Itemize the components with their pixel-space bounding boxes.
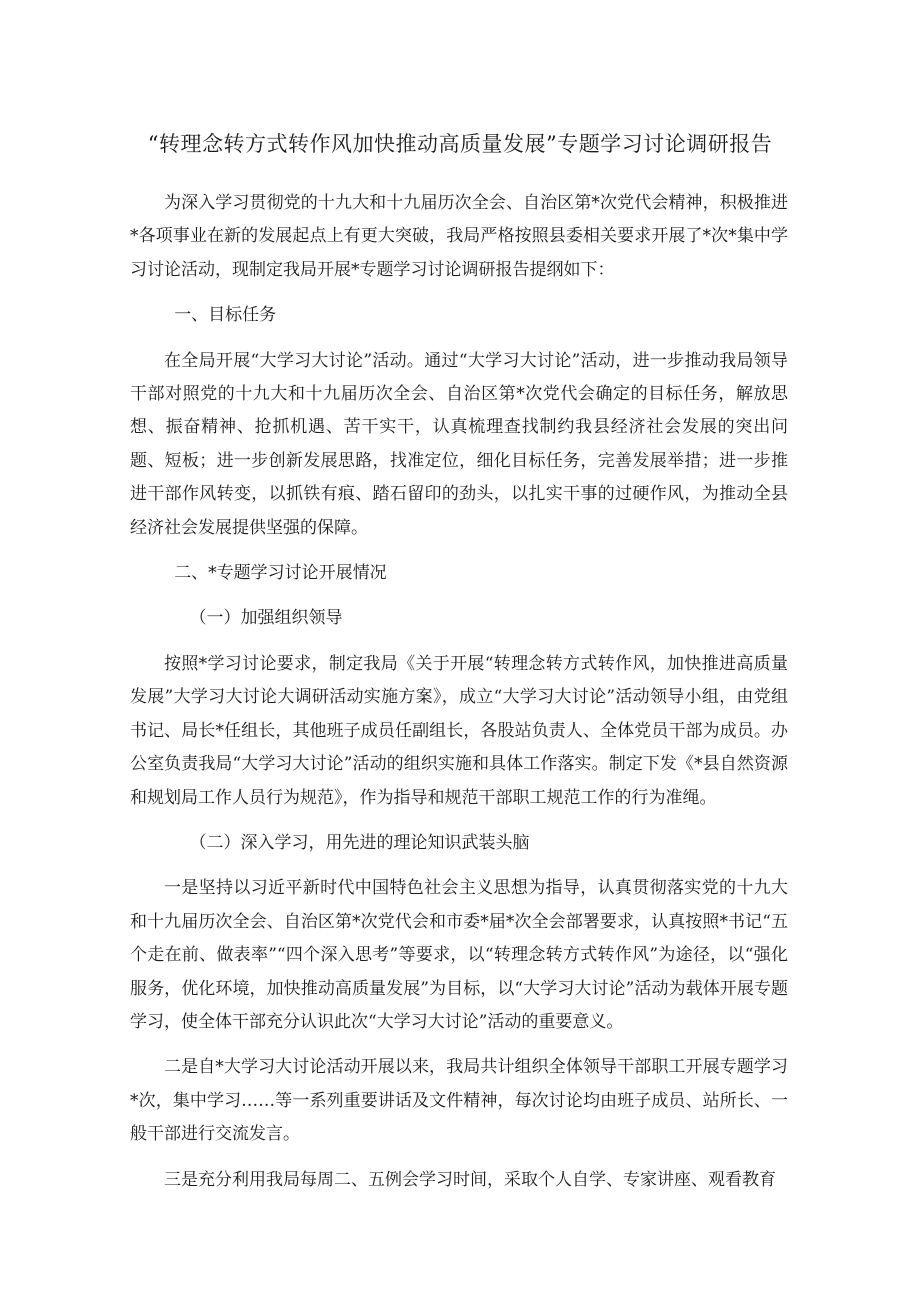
subsection-heading-2: （二）深入学习，用先进的理论知识武装头脑 (189, 832, 530, 853)
document-body (130, 187, 788, 1209)
section-heading-1: 一、目标任务 (174, 305, 277, 326)
subsection-heading-1: （一）加强组织领导 (189, 608, 343, 629)
section-heading-2: 二、*专题学习讨论开展情况 (174, 563, 387, 584)
document-title: “转理念转方式转作风加快推动高质量发展”专题学习讨论调研报告 (147, 132, 773, 156)
body-paragraph: 一是坚持以习近平新时代中国特色社会主义思想为指导，认真贯彻落实党的十九大和十九届历次全会、自治区第*次党代会和市委*届*次全会部署要求，认真按照*书记“五个走在前、做表率”“四个深入思考”等要求，以“转理念转方式转作风”为途径，以“强化服务，优化环境，加快推动高质量发展”为目标，以“大学习大讨论”活动为载体开展专题学习，使全体干部充分认识此次“大学习大讨论”活动的重要意义。 (130, 878, 788, 1032)
body-paragraph: 二是自*大学习大讨论活动开展以来，我局共计组织全体领导干部职工开展专题学习*次，集中学习……等一系列重要讲话及文件精神，每次讨论均由班子成员、站所长、一般干部进行交流发言。 (130, 1057, 788, 1145)
body-paragraph: 三是充分利用我局每周二、五例会学习时间，采取个人自学、专家讲座、观看教育 (164, 1169, 776, 1190)
body-paragraph: 按照*学习讨论要求，制定我局《关于开展“转理念转方式转作风，加快推进高质量发展”大学习大讨论大调研活动实施方案》，成立“大学习大讨论”活动领导小组，由党组书记、局长*任组长，其他班子成员任副组长，各股站负责人、全体党员干部为成员。办公室负责我局“大学习大讨论”活动的组织实施和具体工作落实。制定下发《*县自然资源和规划局工作人员行为规范》，作为指导和规范干部职工规范工作的行为准绳。 (130, 653, 788, 808)
body-paragraph: 在全局开展“大学习大讨论”活动。通过“大学习大讨论”活动，进一步推动我局领导干部对照党的十九大和十九届历次全会、自治区第*次党代会确定的目标任务，解放思想、振奋精神、抢抓机遇、苦干实干，认真梳理查找制约我县经济社会发展的突出问题、短板；进一步创新发展思路，找准定位，细化目标任务，完善发展举措；进一步推进干部作风转变，以抓铁有痕、踏石留印的劲头，以扎实干事的过硬作风，为推动全县经济社会发展提供坚强的保障。 (130, 350, 788, 538)
intro-paragraph: 为深入学习贯彻党的十九大和十九届历次全会、自治区第*次党代会精神，积极推进*各项事业在新的发展起点上有更大突破，我局严格按照县委相关要求开展了*次*集中学习讨论活动，现制定我局开展*专题学习讨论调研报告提纲如下： (130, 193, 788, 280)
